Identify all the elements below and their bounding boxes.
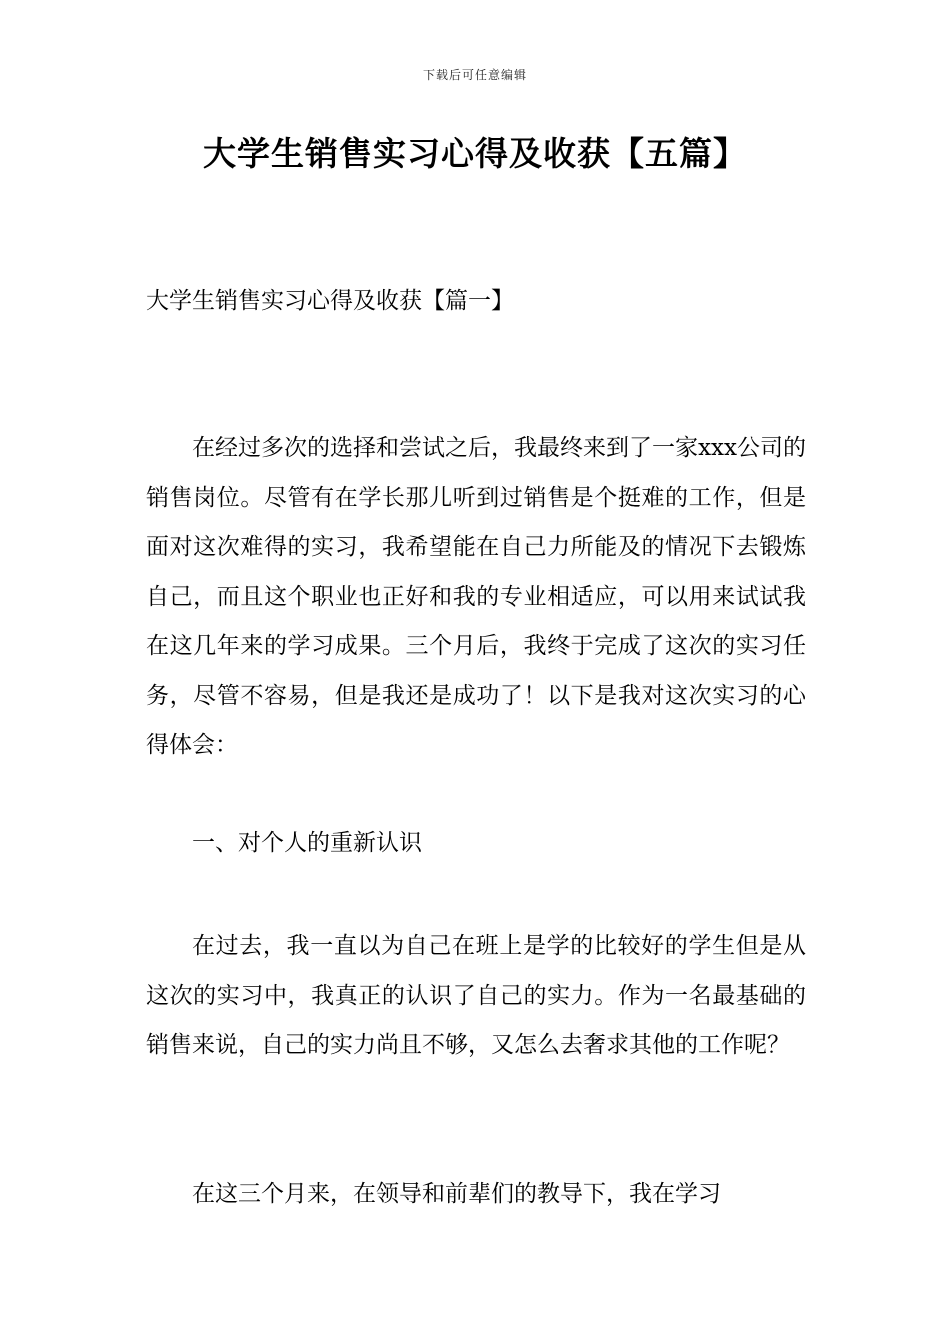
header-note: 下载后可任意编辑	[422, 68, 527, 82]
paragraph-self-assessment: 在过去，我一直以为自己在班上是学的比较好的学生但是从这次的实习中，我真正的认识了自己的实力。作为一名最基础的销售来说，自己的实力尚且不够，又怎么去奢求其他的工作呢？	[146, 933, 806, 1058]
document-title: 大学生销售实习心得及收获【五篇】	[203, 134, 747, 173]
paragraph-learning: 在这三个月来，在领导和前辈们的教导下，我在学习	[192, 1181, 721, 1207]
sub-heading-personal-recognition: 一、对个人的重新认识	[192, 830, 422, 856]
paragraph-intro: 在经过多次的选择和尝试之后，我最终来到了一家xxx公司的销售岗位。尽管有在学长那儿听到过销售是个挺难的工作，但是面对这次难得的实习，我希望能在自己力所能及的情况下去锻炼自己，而且这个职业也正好和我的专业相适应，可以用来试试我在这几年来的学习成果。三个月后，我终于完成了这次的实习任务，尽管不容易，但是我还是成功了！以下是我对这次实习的心得体会：	[146, 435, 806, 758]
section-heading: 大学生销售实习心得及收获【篇一】	[146, 288, 514, 314]
